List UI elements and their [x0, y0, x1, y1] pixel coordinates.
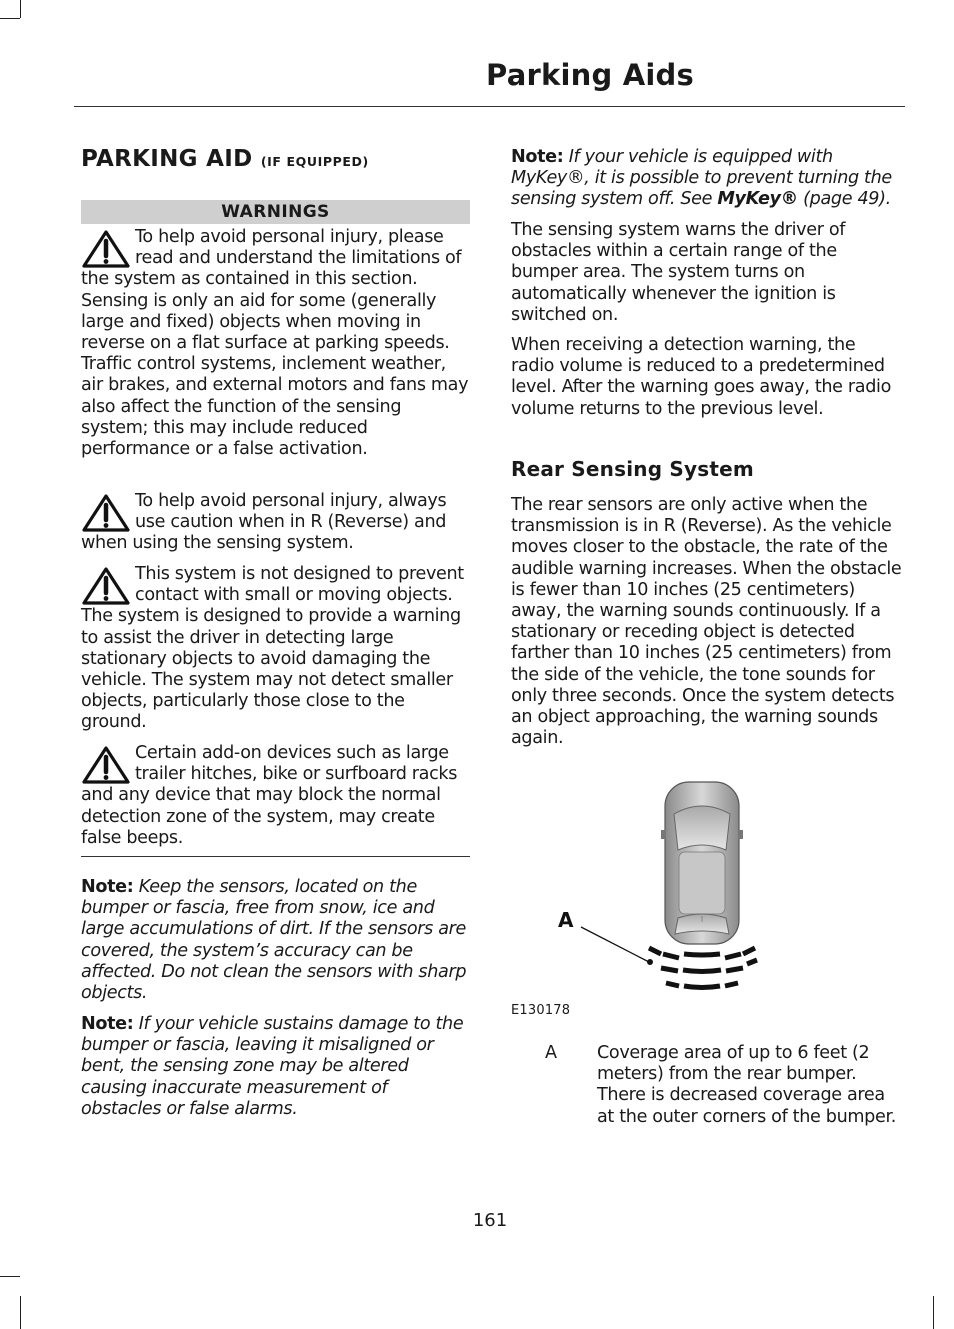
- note: [81, 877, 470, 1004]
- legend-text: Coverage area of up to 6 feet (2 meters) from the rear bumper. There is decreased coverage area at the outer corners of the bumper.: [597, 1043, 896, 1127]
- section-title: [81, 146, 369, 172]
- paragraph: [511, 495, 903, 749]
- legend-description: [597, 1043, 903, 1128]
- warning-text: To help avoid personal injury, please read and understand the limitations of the system as contained in this section. Sensing is only an aid for some (generally large and fixed) objects when moving in reverse on a flat surface at parking speeds. Traffic control systems, inclement weather, air brakes, and external motors and fans may also affect the function of the sensing system; this may include reduced performance or a false activation.: [81, 227, 469, 460]
- crop-mark: [0, 1276, 20, 1277]
- note-text: If your vehicle sustains damage to the bumper or fascia, leaving it misaligned or bent, the sensing zone may be altered causing inaccurate measurement of obstacles or false alarms.: [81, 1014, 464, 1119]
- note-label: Note:: [81, 877, 134, 897]
- section-title-text: PARKING AID: [81, 146, 253, 172]
- warning-text: To help avoid personal injury, always use caution when in R (Reverse) and when using the sensing system.: [81, 491, 447, 554]
- page-reference: (page 49).: [803, 189, 891, 210]
- callout-a: [558, 908, 653, 965]
- note: [511, 147, 903, 211]
- figure-id: E130178: [511, 1003, 571, 1018]
- note-text: If your vehicle is equipped with MyKey®, it is possible to prevent turning the sensing system off. See: [511, 147, 892, 210]
- paragraph: [511, 220, 903, 326]
- warning-triangle-icon: [81, 566, 131, 606]
- crop-mark: [20, 0, 21, 18]
- crop-mark: [933, 1296, 934, 1329]
- warnings-divider: [81, 856, 470, 857]
- warning-triangle-icon: [81, 745, 131, 785]
- note-label: Note:: [511, 147, 564, 167]
- page-number: 161: [472, 1210, 508, 1231]
- section-qualifier: (IF EQUIPPED): [260, 154, 369, 169]
- paragraph-text: When receiving a detection warning, the radio volume is reduced to a predetermined level. After the warning goes away, the radio volume returns to the previous level.: [511, 335, 891, 419]
- legend-key: A: [545, 1043, 558, 1063]
- rear-sensor-illustration: [511, 770, 903, 1020]
- crop-mark: [20, 1296, 21, 1329]
- note-text: Keep the sensors, located on the bumper or fascia, free from snow, ice and large accumulations of dirt. If the sensors are covered, the system’s accuracy can be affected. Do not clean the sensors with sharp objects.: [81, 877, 467, 1004]
- paragraph-text: The sensing system warns the driver of obstacles within a certain range of the bumper area. The system turns on automatically whenever the ignition is switched on.: [511, 220, 846, 325]
- subsection-title: Rear Sensing System: [511, 457, 754, 481]
- sensor-waves: [649, 948, 757, 988]
- warning-text: This system is not designed to prevent contact with small or moving objects. The system is designed to provide a warning to assist the driver in detecting large stationary objects to avoid damaging the vehicle. The system may not detect smaller objects, particularly those close to the ground.: [81, 564, 464, 733]
- crop-mark: [0, 18, 20, 19]
- warning-item: [81, 564, 470, 734]
- warning-triangle-icon: [81, 229, 131, 269]
- paragraph-text: The rear sensors are only active when the transmission is in R (Reverse). As the vehicle moves closer to the obstacle, the rate of the audible warning increases. When the obstacle is fewer than 10 inches (25 centimeters) away, the warning sounds continuously. If a stationary or receding object is detected farther than 10 inches (25 centimeters) from the side of the vehicle, the tone sounds for only three seconds. Once the system detects an object approaching, the warning sounds again.: [511, 495, 902, 749]
- cross-reference: MyKey®: [717, 189, 798, 210]
- warning-text: Certain add-on devices such as large trailer hitches, bike or surfboard racks and any device that may block the normal detection zone of the system, may create false beeps.: [81, 743, 458, 848]
- warning-triangle-icon: [81, 493, 131, 533]
- header-divider: [74, 106, 905, 107]
- warning-item: [81, 491, 470, 555]
- paragraph: [511, 335, 903, 420]
- page-title: Parking Aids: [486, 58, 694, 92]
- warning-item: [81, 227, 470, 460]
- car-top-view: [661, 782, 743, 944]
- warning-item: [81, 743, 470, 849]
- callout-label: A: [558, 908, 574, 932]
- note-label: Note:: [81, 1014, 134, 1034]
- warnings-header: WARNINGS: [81, 200, 470, 224]
- note: [81, 1014, 470, 1120]
